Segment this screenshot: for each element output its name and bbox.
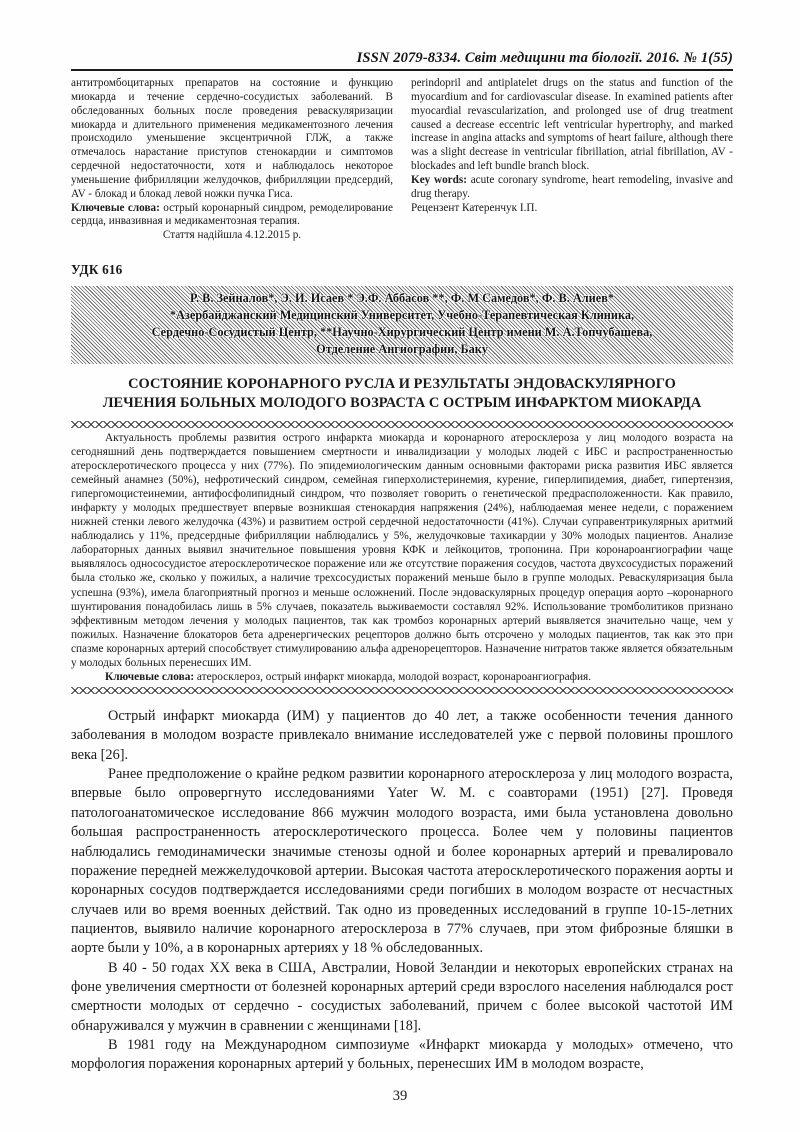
author-line-affiliation-3: Отделение Ангиографии, Баку [316,342,488,357]
keywords-ru-label: Ключевые слова: [71,201,160,214]
abstract-russian-keywords [71,670,733,684]
abstract-column-russian [71,77,393,243]
author-line-affiliation-2: Сердечно-Сосудистый Центр, **Научно-Хирургический Центр имени М. А.Топчубашева, [151,325,653,340]
body-paragraph: В 40 - 50 годах XX века в США, Австралии, Новой Зеландии и некоторых европейских странах на фоне увеличения смертности от болезней коронарных артерий среди взрослого населения наблюдался рост смертности молодых от сердечно - сосудистых заболеваний, причем с более высокой частотой ИМ обнаруживался у мужчин в сравнении с женщинами [18]. [71,959,733,1034]
keywords-en-label: Key words: [411,173,467,186]
author-line-affiliation-1: *Азербайджанский Медицинский Университет, Учебно-Терапевтическая Клиника, [169,308,635,323]
keywords-ru-paragraph [71,202,393,230]
page-title [71,375,733,413]
page-content [71,0,733,1075]
abstract-two-column-block [71,77,733,243]
body-paragraph: Острый инфаркт миокарда (ИМ) у пациентов до 40 лет, а также особенности течения данного заболевания в молодом возрасте привлекало внимание исследователей уже с первой половины прошлого века [26]. [71,707,733,763]
abstract-column-english [411,77,733,243]
author-line-names: Р. В. Зейналов*, Э. И. Исаев * Э.Ф. Аббасов **, Ф. М Самедов*, Ф. В. Алиев* [190,290,614,305]
abstract-keywords-text: атеросклероз, острый инфаркт миокарда, молодой возраст, коронароангиография. [194,670,592,683]
zigzag-divider-top [71,421,733,428]
article-title-line-1: СОСТОЯНИЕ КОРОНАРНОГО РУСЛА И РЕЗУЛЬТАТЫ ЭНДОВАСКУЛЯРНОГО [128,375,676,392]
running-header: ISSN 2079-8334. Світ медицини та біології. 2016. № 1(55) [356,50,733,66]
abstract-keywords-label: Ключевые слова: [105,670,195,683]
header-rule [71,69,733,71]
article-title-line-2: ЛЕЧЕНИЯ БОЛЬНЫХ МОЛОДОГО ВОЗРАСТА С ОСТРЫМ ИНФАРКТОМ МИОКАРДА [102,394,702,411]
abstract-russian-full [71,431,733,684]
keywords-en-paragraph [411,174,733,202]
page-number: 39 [392,1088,408,1104]
abstract-en-continuation: perindopril and antiplatelet drugs on the status and function of the myocardium and for cardiovascular disease. In examined patients after myocardial revascularization, and prolonged use of drug treatment caused a decrease eccentric left ventricular hypertrophy, and marked increase in angina attacks and symptoms of heart failure, although there was a slight decrease in ventricular fibrillation, atrial fibrillation, AV - blockades and left bundle branch block. [411,77,733,173]
keywords-ru-text: острый коронарный синдром, ремоделирование сердца, инвазивная и медикаментозная терапия. [71,201,393,228]
abstract-ru-continuation: антитромбоцитарных препаратов на состояние и функцию миокарда и течение сердечно-сосудистых заболеваний. В обследованных больных после проведения реваскуляризации миокарда и длительного применения медикаментозного лечения происходило уменьшение эксцентричной ГЛЖ, а также отмечалось нарастание приступов стенокардии и симптомов сердечной недостаточности, хотя и наблюдалось некоторое уменьшение фибрилляции желудочков, фибрилляции предсердий, AV - блокад и блокад левой ножки пучка Гиса. [71,77,393,200]
reviewer-line: Рецензент Катеренчук І.П. [411,201,538,214]
udc-code: УДК 616 [71,261,123,277]
zigzag-divider-bottom [71,687,733,694]
article-body [71,707,733,1075]
received-date: Стаття надійшла 4.12.2015 р. [162,229,302,242]
abstract-russian-body: Актуальность проблемы развития острого инфаркта миокарда и коронарного атеросклероза у лиц молодого возраста на сегодняшний день подтверждается повышением смертности и инвалидизации у молодых людей с ИБС и распространенностью атеросклеротического процесса у них (77%). По эпидемиологическим данным основными факторами риска развития ИБС является семейный анамнез (50%), нефротический синдром, семейная гиперхолистеринемия, курение, гиперлипидемия, диабет, гипертензия, гипергомоцистеинемии, антифосфолипидный синдром, что позволяет говорить о генетической предрасположенности. Как правило, инфаркту у молодых предшествует впервые возникшая стенокардия напряжения (24%), наблюдаемая менее недели, с поражением нижней стенки левого желудочка (43%) и развитием острой сердечной недостаточности (41%). Случаи суправентрикулярных аритмий наблюдались у 11%, предсердные фибрилляции наблюдались у 5%, желудочковые тахикардии у 30% молодых пациентов. Анализе лабораторных данных выявил значительное повышения уровня КФК и лейкоцитов, тропонина. При коронароангиографии чаще выявлялось однососудистое атеросклеротическое поражение или же отсутствие поражения сосудов, частота двухсосудистых поражений была столько же, сколько у пожилых, а наличие трехсосудистых поражений меньше было в группе молодых. Реваскуляризация была успешна (93%), имела благоприятный прогноз и меньше осложнений. После эндоваскулярных процедур операция аорто –коронарного шунтирования понадобилась лишь в 5% случаев, показатель выживаемости составлял 92%. Использование тромболитиков признано эффективным методом лечения у молодых пациентов, так как тромбоз коронарных артерий выявляется значительно чаще, чем у пожилых. Назначение блокаторов бета адренергических рецепторов должно быть отсрочено у молодых пациентов, так как это при спазме коронарных артерий способствует стимулированию альфа адренорецепторов. Назначение нитратов также является обязательным у молодых больных перенесших ИМ. [71,431,733,669]
body-paragraph: Ранее предположение о крайне редком развитии коронарного атеросклероза у лиц молодого возраста, впервые было опровергнуто исследованиями Yater W. M. с соавторами (1951) [27]. Проведя патологоанатомическое исследование 866 мужчин молодого возраста, ими была установлена довольно большая распространенность атеросклеротического процесса. Более чем у половины пациентов наблюдались гемодинамически значимые стенозы одной и более коронарных артерий и превалировало поражение передней межжелудочковой артерии. Высокая частота атеросклеротического поражения аорты и коронарных сосудов подтверждается исследованиями среди погибших в молодом возрасте от несчастных случаев или во время военных действий. Так одно из проведенных исследований в группе 10-15-летних пациентов, выявило наличие коронарного атеросклероза в 77% случаев, при этом фиброзные бляшки в аорте были у 10%, а в коронарных артериях у 18 % обследованных. [71,766,733,957]
author-affiliation-box [71,286,733,364]
keywords-en-text: acute coronary syndrome, heart remodeling, invasive and drug therapy. [411,173,733,200]
body-paragraph: В 1981 году на Международном симпозиуме «Инфаркт миокарда у молодых» отмечено, что морфология поражения коронарных артерий у больных, перенесших ИМ в молодом возрасте, [71,1037,733,1073]
